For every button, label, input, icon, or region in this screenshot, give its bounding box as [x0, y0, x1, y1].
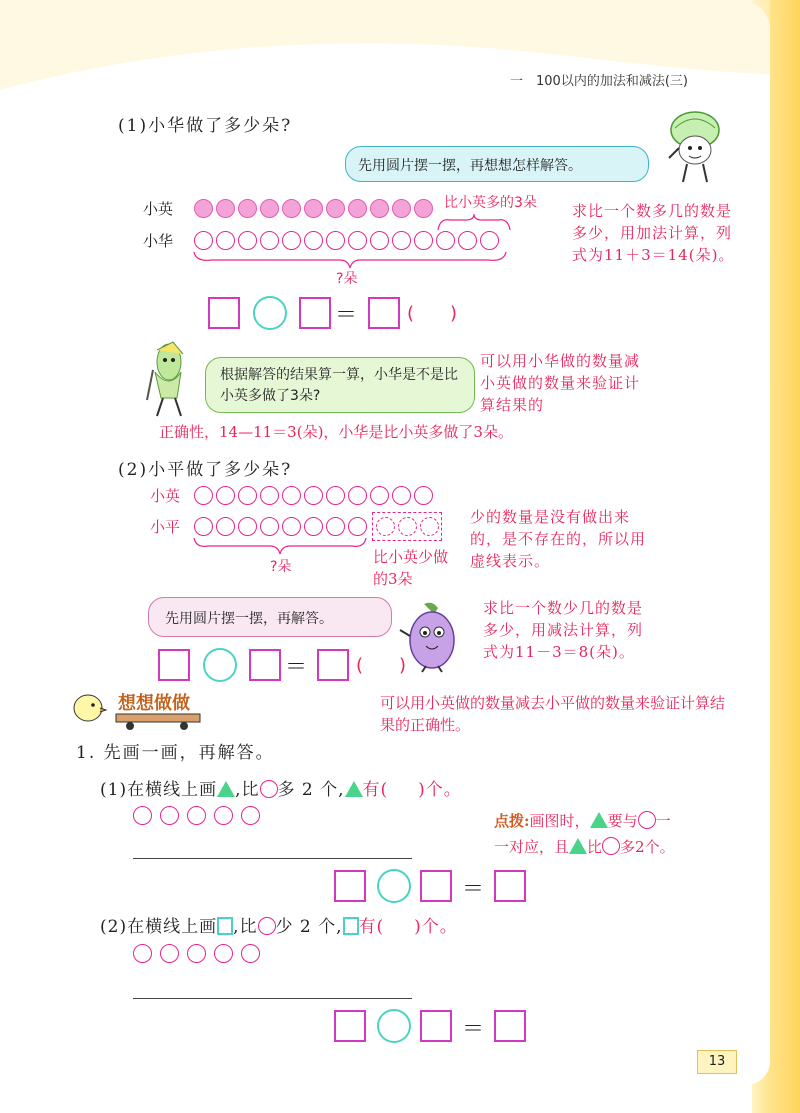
- check-bubble-text: 根据解答的结果算一算，小华是不是比小英多做了3朵?: [220, 367, 458, 404]
- check-note-a: 可以用小华做的数量减小英做的数量来验证计算结果的: [480, 352, 641, 414]
- dashed-circles: [376, 517, 439, 536]
- circle-disc: [238, 231, 257, 250]
- less-label: 比小英少做的3朵: [373, 548, 449, 588]
- circle-disc: [282, 517, 301, 536]
- answer-box-2a[interactable]: [158, 649, 190, 681]
- label-xiaoping: 小平: [150, 518, 181, 536]
- page-number: 13: [697, 1050, 737, 1074]
- equals-1: ＝: [335, 303, 358, 328]
- circle-disc: [348, 486, 367, 505]
- pink-disc: [238, 199, 257, 218]
- circle-disc: [187, 806, 206, 825]
- question-mark-1: ?朵: [336, 271, 358, 287]
- pink-disc: [414, 199, 433, 218]
- pink-disc: [392, 199, 411, 218]
- circles-xiaoying-2: [194, 486, 433, 505]
- triangle-icon: [217, 781, 235, 797]
- circle-disc: [326, 486, 345, 505]
- triangle-icon: [569, 838, 587, 854]
- circle-disc: [348, 517, 367, 536]
- circle-disc: [458, 231, 477, 250]
- circle-disc: [304, 517, 323, 536]
- total-bracket-2: [192, 536, 368, 556]
- hint-bubble-1-text: 先用圆片摆一摆，再想想怎样解答。: [358, 158, 582, 174]
- circle-disc: [304, 486, 323, 505]
- chapter-header: 一 100以内的加法和减法(三): [510, 74, 688, 89]
- answer-box-4a[interactable]: [334, 1010, 366, 1042]
- circle-disc: [241, 806, 260, 825]
- exercise-q2: (2)在横线上画 ,比 少 2 个, 有( )个。: [100, 917, 458, 937]
- equals-2: ＝: [285, 655, 308, 680]
- label-xiaohua: 小华: [143, 232, 174, 250]
- circle-disc: [194, 486, 213, 505]
- circle-disc: [238, 486, 257, 505]
- circle-disc: [304, 231, 323, 250]
- more-label: 比小英多的3朵: [444, 195, 537, 211]
- pink-disc: [282, 199, 301, 218]
- triangle-icon: [590, 812, 608, 828]
- label-xiaoying-2: 小英: [150, 487, 181, 505]
- circles-xiaoying-1: [194, 199, 433, 218]
- check-bubble: [205, 357, 475, 413]
- pink-disc: [348, 199, 367, 218]
- subtraction-note: 求比一个数少几的数是多少，用减法计算，列式为11－3＝8(朵)。: [483, 599, 644, 661]
- answer-box-1a[interactable]: [208, 297, 240, 329]
- circle-icon: [602, 837, 620, 855]
- section-title: 想想做做: [118, 693, 190, 714]
- circle-disc: [282, 486, 301, 505]
- answer-box-4b[interactable]: [420, 1010, 452, 1042]
- addition-note: 求比一个数多几的数是多少，用加法计算，列式为11＋3＝14(朵)。: [572, 202, 735, 264]
- label-xiaoying-1: 小英: [143, 200, 174, 218]
- answer-box-1c[interactable]: [368, 297, 400, 329]
- exercise-circles-1: [133, 806, 260, 825]
- draw-line-2[interactable]: [133, 998, 412, 999]
- pink-disc: [370, 199, 389, 218]
- dashed-circle: [398, 517, 417, 536]
- circle-disc: [214, 806, 233, 825]
- circles-xiaohua: [194, 231, 499, 250]
- circle-disc: [348, 231, 367, 250]
- dashed-circle: [420, 517, 439, 536]
- circle-disc: [480, 231, 499, 250]
- circle-disc: [160, 944, 179, 963]
- square-icon: [217, 917, 233, 935]
- dashed-circle: [376, 517, 395, 536]
- circle-disc: [194, 231, 213, 250]
- circle-disc: [260, 517, 279, 536]
- pink-disc: [260, 199, 279, 218]
- total-bracket-1: [192, 250, 508, 270]
- circle-disc: [392, 231, 411, 250]
- circle-disc: [370, 486, 389, 505]
- exercise-q1: (1)在横线上画 ,比 多 2 个, 有( )个。: [100, 780, 462, 800]
- operator-circle-1[interactable]: [253, 296, 287, 330]
- pink-disc: [216, 199, 235, 218]
- circle-disc: [241, 944, 260, 963]
- pink-disc: [326, 199, 345, 218]
- unit-paren-1[interactable]: ( ): [407, 303, 458, 324]
- equals-3: ＝: [462, 877, 485, 902]
- answer-box-3a[interactable]: [334, 870, 366, 902]
- exercise-title: 1. 先画一画，再解答。: [76, 743, 275, 763]
- pink-disc: [194, 199, 213, 218]
- hint-bubble-2: [148, 597, 392, 637]
- hint-note: 点拨:画图时， 要与 一 一对应，且 比 多2个。: [494, 812, 675, 856]
- circle-disc: [194, 517, 213, 536]
- more-bracket: [436, 214, 512, 232]
- circle-icon: [258, 917, 276, 935]
- operator-circle-3[interactable]: [377, 869, 411, 903]
- pink-disc: [304, 199, 323, 218]
- answer-box-4c[interactable]: [494, 1010, 526, 1042]
- draw-line-1[interactable]: [133, 858, 412, 859]
- answer-box-1b[interactable]: [299, 297, 331, 329]
- question-mark-2: ?朵: [270, 559, 292, 575]
- triangle-icon: [345, 781, 363, 797]
- circle-disc: [260, 486, 279, 505]
- question-1: (1)小华做了多少朵?: [118, 116, 293, 136]
- circle-disc: [238, 517, 257, 536]
- question-2: (2)小平做了多少朵?: [118, 460, 293, 480]
- check-note-b: 正确性，14—11＝3(朵)，小华是比小英多做了3朵。: [159, 423, 513, 441]
- corn-mascot-icon: [143, 340, 191, 420]
- verify-note: 可以用小英做的数量减去小平做的数量来验证计算结果的正确性。: [380, 694, 726, 734]
- circle-icon: [260, 780, 278, 798]
- circle-disc: [160, 806, 179, 825]
- exercise-circles-2: [133, 944, 260, 963]
- circle-disc: [260, 231, 279, 250]
- hint-bubble-2-text: 先用圆片摆一摆，再解答。: [165, 611, 333, 627]
- circle-disc: [370, 231, 389, 250]
- circle-disc: [214, 944, 233, 963]
- square-icon: [343, 917, 359, 935]
- circle-disc: [414, 486, 433, 505]
- circle-disc: [326, 517, 345, 536]
- answer-box-3b[interactable]: [420, 870, 452, 902]
- circle-disc: [436, 231, 455, 250]
- answer-box-2c[interactable]: [317, 649, 349, 681]
- dashed-note: 少的数量是没有做出来的，是不存在的，所以用虚线表示。: [470, 508, 647, 570]
- circle-disc: [216, 517, 235, 536]
- unit-paren-2[interactable]: ( ): [356, 655, 407, 676]
- circle-icon: [638, 811, 656, 829]
- circle-disc: [216, 231, 235, 250]
- circle-disc: [187, 944, 206, 963]
- circle-disc: [282, 231, 301, 250]
- circle-disc: [133, 944, 152, 963]
- circles-xiaoping: [194, 517, 367, 536]
- operator-circle-2[interactable]: [203, 648, 237, 682]
- circle-disc: [326, 231, 345, 250]
- cabbage-mascot-icon: [665, 108, 723, 186]
- circle-disc: [133, 806, 152, 825]
- hint-bubble-1: [345, 146, 649, 182]
- eggplant-mascot-icon: [398, 600, 466, 674]
- circle-disc: [216, 486, 235, 505]
- operator-circle-4[interactable]: [377, 1009, 411, 1043]
- circle-disc: [392, 486, 411, 505]
- answer-box-2b[interactable]: [249, 649, 281, 681]
- circle-disc: [414, 231, 433, 250]
- equals-4: ＝: [462, 1017, 485, 1042]
- answer-box-3c[interactable]: [494, 870, 526, 902]
